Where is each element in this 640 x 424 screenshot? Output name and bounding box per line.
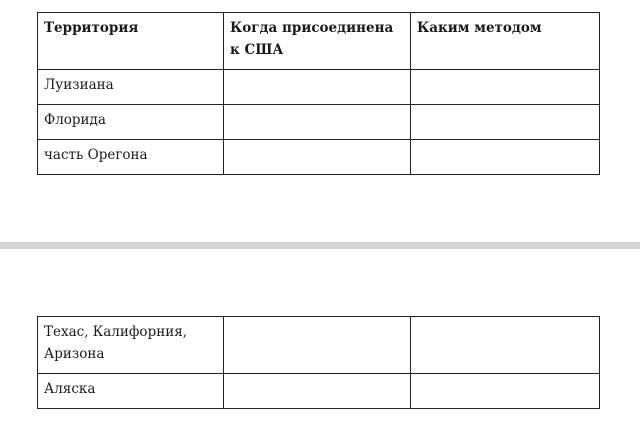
cell-method[interactable] [411, 105, 600, 140]
header-territory: Территория [38, 13, 224, 70]
table-row [38, 140, 600, 175]
cell-territory: Флорида [38, 105, 224, 140]
cell-territory: Луизиана [38, 70, 224, 105]
header-method: Каким методом [411, 13, 600, 70]
territories-table-bottom [37, 316, 600, 409]
table-row [38, 374, 600, 409]
cell-when-joined[interactable] [224, 374, 411, 409]
cell-method[interactable] [411, 140, 600, 175]
header-when-joined: Когда присоединена к США [224, 13, 411, 70]
table-row [38, 70, 600, 105]
cell-when-joined[interactable] [224, 140, 411, 175]
cell-territory: часть Орегона [38, 140, 224, 175]
cell-when-joined[interactable] [224, 70, 411, 105]
cell-method[interactable] [411, 70, 600, 105]
table-row [38, 105, 600, 140]
cell-when-joined[interactable] [224, 105, 411, 140]
cell-method[interactable] [411, 317, 600, 374]
cell-method[interactable] [411, 374, 600, 409]
territories-table-top [37, 12, 600, 175]
table-row [38, 317, 600, 374]
page-divider [0, 242, 640, 249]
cell-when-joined[interactable] [224, 317, 411, 374]
cell-territory: Аляска [38, 374, 224, 409]
cell-territory: Техас, Калифорния, Аризона [38, 317, 224, 374]
header-row [38, 13, 600, 70]
